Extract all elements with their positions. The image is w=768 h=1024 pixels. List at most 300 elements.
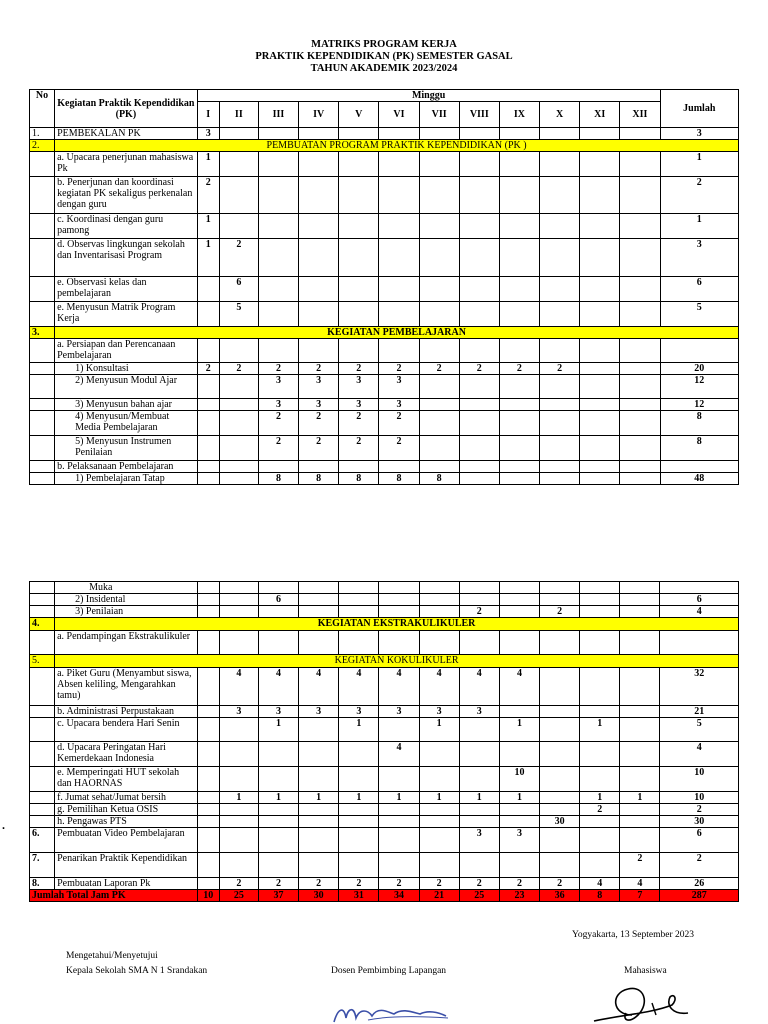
row-total-cell: 6 [660, 277, 738, 302]
week-hours-cell [219, 816, 258, 828]
week-hours-cell [258, 804, 298, 816]
activity-label: h. Pengawas PTS [55, 816, 198, 828]
week-hours-cell: 2 [299, 411, 339, 436]
week-hours-cell [258, 631, 298, 655]
header-week: VIII [459, 102, 499, 128]
table-row [30, 473, 739, 485]
activity-label: g. Pemilihan Ketua OSIS [55, 804, 198, 816]
header-week: III [258, 102, 298, 128]
week-hours-cell [499, 804, 539, 816]
week-hours-cell [299, 302, 339, 327]
week-hours-cell [219, 828, 258, 853]
row-total-cell: 4 [660, 606, 739, 618]
section-banner-row [30, 140, 739, 152]
week-hours-cell: 1 [197, 152, 219, 177]
table-row [30, 742, 739, 767]
table-row [30, 411, 739, 436]
week-hours-cell [197, 582, 219, 594]
week-hours-cell [258, 152, 298, 177]
week-hours-cell [419, 239, 459, 277]
week-hours-cell: 8 [299, 473, 339, 485]
activity-label: 1) Konsultasi [55, 363, 198, 375]
week-hours-cell [379, 816, 419, 828]
week-hours-cell [459, 582, 499, 594]
week-hours-cell [459, 473, 499, 485]
week-hours-cell [419, 582, 459, 594]
week-hours-cell [197, 399, 219, 411]
week-hours-cell [258, 177, 298, 214]
week-hours-cell [419, 594, 459, 606]
week-hours-cell [197, 411, 219, 436]
week-hours-cell [419, 853, 459, 878]
week-hours-cell [540, 594, 580, 606]
week-hours-cell: 2 [339, 411, 379, 436]
row-total-cell: 5 [660, 718, 739, 742]
row-total-cell: 12 [660, 375, 738, 399]
week-hours-cell: 2 [339, 436, 379, 461]
week-hours-cell [540, 436, 580, 461]
week-hours-cell: 3 [419, 706, 459, 718]
week-hours-cell [299, 853, 339, 878]
activity-label: 5) Menyusun Instrumen Penilaian [55, 436, 198, 461]
table-row [30, 461, 739, 473]
week-hours-cell [219, 742, 258, 767]
row-number [30, 363, 55, 375]
row-number [30, 177, 55, 214]
week-hours-cell [459, 816, 499, 828]
week-hours-cell: 3 [339, 375, 379, 399]
week-hours-cell [419, 399, 459, 411]
activity-label: Penarikan Praktik Kependidikan [55, 853, 198, 878]
week-hours-cell [379, 631, 419, 655]
week-hours-cell [459, 152, 499, 177]
week-hours-cell [258, 853, 298, 878]
week-hours-cell [620, 214, 660, 239]
week-hours-cell [339, 177, 379, 214]
week-hours-cell [620, 718, 660, 742]
title-line-2: PRAKTIK KEPENDIDIKAN (PK) SEMESTER GASAL [255, 51, 513, 62]
week-hours-cell: 4 [459, 668, 499, 706]
table-row [30, 878, 739, 890]
week-hours-cell [499, 239, 539, 277]
week-hours-cell [540, 742, 580, 767]
week-hours-cell: 2 [499, 878, 539, 890]
week-hours-cell [540, 473, 580, 485]
grand-total-week-cell: 8 [580, 890, 620, 902]
week-hours-cell [339, 594, 379, 606]
table-row [30, 177, 739, 214]
week-hours-cell: 1 [499, 718, 539, 742]
table-row [30, 594, 739, 606]
header-week: II [219, 102, 258, 128]
table-row [30, 631, 739, 655]
week-hours-cell [379, 277, 419, 302]
grand-total-week-cell: 37 [258, 890, 298, 902]
week-hours-cell [197, 436, 219, 461]
week-hours-cell [379, 853, 419, 878]
row-total-cell: 2 [660, 804, 739, 816]
row-number [30, 375, 55, 399]
week-hours-cell [339, 631, 379, 655]
table-row [30, 606, 739, 618]
week-hours-cell: 4 [219, 668, 258, 706]
grand-total-row [30, 890, 739, 902]
week-hours-cell [219, 582, 258, 594]
week-hours-cell [339, 767, 379, 792]
row-number [30, 606, 55, 618]
row-total-cell: 12 [660, 399, 738, 411]
week-hours-cell [258, 128, 298, 140]
header-week: XII [620, 102, 660, 128]
header-no: No [30, 90, 55, 128]
week-hours-cell: 3 [379, 706, 419, 718]
week-hours-cell [197, 302, 219, 327]
week-hours-cell: 3 [459, 828, 499, 853]
week-hours-cell [299, 767, 339, 792]
grand-total-week-cell: 25 [459, 890, 499, 902]
week-hours-cell [459, 436, 499, 461]
week-hours-cell: 3 [299, 399, 339, 411]
week-hours-cell [419, 816, 459, 828]
week-hours-cell: 3 [459, 706, 499, 718]
week-hours-cell [339, 239, 379, 277]
week-hours-cell [540, 668, 580, 706]
week-hours-cell [379, 128, 419, 140]
week-hours-cell [540, 214, 580, 239]
row-total-cell: 21 [660, 706, 739, 718]
table-row [30, 214, 739, 239]
row-number [30, 436, 55, 461]
row-total-cell: 32 [660, 668, 739, 706]
week-hours-cell [540, 767, 580, 792]
section-number: 2. [30, 140, 55, 152]
week-hours-cell: 2 [419, 363, 459, 375]
week-hours-cell [197, 706, 219, 718]
week-hours-cell: 1 [197, 214, 219, 239]
student-signature [592, 985, 702, 1024]
week-hours-cell [219, 606, 258, 618]
week-hours-cell [580, 128, 620, 140]
week-hours-cell: 2 [299, 878, 339, 890]
week-hours-cell: 2 [379, 878, 419, 890]
week-hours-cell: 4 [258, 668, 298, 706]
week-hours-cell [339, 461, 379, 473]
week-hours-cell [499, 411, 539, 436]
table-row [30, 302, 739, 327]
week-hours-cell [499, 473, 539, 485]
week-hours-cell [620, 375, 660, 399]
week-hours-cell [258, 742, 298, 767]
week-hours-cell [580, 363, 620, 375]
work-matrix-table-part-1 [29, 89, 739, 485]
grand-total-week-cell: 21 [419, 890, 459, 902]
row-number: 6. [30, 828, 55, 853]
week-hours-cell: 8 [258, 473, 298, 485]
week-hours-cell [540, 399, 580, 411]
week-hours-cell [620, 302, 660, 327]
week-hours-cell: 2 [379, 411, 419, 436]
week-hours-cell [459, 767, 499, 792]
week-hours-cell [258, 339, 298, 363]
grand-total-week-cell: 25 [219, 890, 258, 902]
table-row [30, 152, 739, 177]
week-hours-cell [258, 461, 298, 473]
row-total-cell: 1 [660, 214, 738, 239]
week-hours-cell [339, 606, 379, 618]
week-hours-cell: 2 [197, 177, 219, 214]
week-hours-cell [258, 214, 298, 239]
week-hours-cell [499, 706, 539, 718]
week-hours-cell [499, 436, 539, 461]
week-hours-cell [197, 594, 219, 606]
week-hours-cell [580, 152, 620, 177]
week-hours-cell [258, 828, 298, 853]
activity-label: c. Koordinasi dengan guru pamong [55, 214, 198, 239]
grand-total-week-cell: 10 [197, 890, 219, 902]
week-hours-cell [339, 582, 379, 594]
title-line-3: TAHUN AKADEMIK 2023/2024 [310, 63, 458, 74]
row-number [30, 152, 55, 177]
week-hours-cell [299, 152, 339, 177]
week-hours-cell [339, 853, 379, 878]
week-hours-cell [299, 816, 339, 828]
week-hours-cell [620, 363, 660, 375]
week-hours-cell: 2 [499, 363, 539, 375]
week-hours-cell [459, 302, 499, 327]
table-row [30, 363, 739, 375]
week-hours-cell [580, 606, 620, 618]
week-hours-cell: 3 [219, 706, 258, 718]
week-hours-cell: 1 [258, 792, 298, 804]
week-hours-cell [459, 239, 499, 277]
section-banner-row [30, 618, 739, 631]
week-hours-cell [379, 152, 419, 177]
grand-total-label: Jumlah Total Jam PK [30, 890, 198, 902]
table-row [30, 718, 739, 742]
week-hours-cell: 2 [459, 606, 499, 618]
week-hours-cell [459, 214, 499, 239]
row-number [30, 742, 55, 767]
week-hours-cell [419, 375, 459, 399]
week-hours-cell: 3 [379, 399, 419, 411]
activity-label: 4) Menyusun/Membuat Media Pembelajaran [55, 411, 198, 436]
week-hours-cell [580, 399, 620, 411]
student-label: Mahasiswa [624, 966, 667, 976]
week-hours-cell [379, 718, 419, 742]
week-hours-cell [197, 878, 219, 890]
week-hours-cell [459, 177, 499, 214]
row-total-cell: 8 [660, 411, 738, 436]
header-week: I [197, 102, 219, 128]
table-row [30, 816, 739, 828]
week-hours-cell [258, 606, 298, 618]
week-hours-cell [499, 302, 539, 327]
row-total-cell: 26 [660, 878, 739, 890]
grand-total-week-cell: 34 [379, 890, 419, 902]
row-total-cell: 6 [660, 828, 739, 853]
activity-label: b. Penerjunan dan koordinasi kegiatan PK sekaligus perkenalan dengan guru [55, 177, 198, 214]
week-hours-cell [459, 631, 499, 655]
week-hours-cell [499, 816, 539, 828]
week-hours-cell [219, 473, 258, 485]
week-hours-cell [419, 767, 459, 792]
week-hours-cell [379, 239, 419, 277]
week-hours-cell [299, 461, 339, 473]
row-total-cell: 2 [660, 853, 739, 878]
header-week: VII [419, 102, 459, 128]
week-hours-cell [339, 128, 379, 140]
header-week: IX [499, 102, 539, 128]
supervisor-signature [328, 998, 478, 1024]
activity-label: c. Upacara bendera Hari Senin [55, 718, 198, 742]
week-hours-cell [219, 804, 258, 816]
week-hours-cell [419, 828, 459, 853]
week-hours-cell [459, 399, 499, 411]
week-hours-cell: 8 [419, 473, 459, 485]
week-hours-cell: 4 [379, 668, 419, 706]
week-hours-cell [339, 302, 379, 327]
week-hours-cell [540, 302, 580, 327]
week-hours-cell [459, 853, 499, 878]
week-hours-cell: 6 [219, 277, 258, 302]
week-hours-cell [459, 339, 499, 363]
row-total-cell: 3 [660, 128, 738, 140]
header-week: IV [299, 102, 339, 128]
week-hours-cell [419, 461, 459, 473]
activity-label: PEMBEKALAN PK [55, 128, 198, 140]
week-hours-cell: 1 [219, 792, 258, 804]
week-hours-cell [580, 767, 620, 792]
table-row [30, 853, 739, 878]
week-hours-cell [219, 461, 258, 473]
activity-label: a. Upacara penerjunan mahasiswa Pk [55, 152, 198, 177]
week-hours-cell: 2 [540, 606, 580, 618]
week-hours-cell [620, 816, 660, 828]
week-hours-cell [459, 594, 499, 606]
row-total-cell: 20 [660, 363, 738, 375]
week-hours-cell: 1 [379, 792, 419, 804]
week-hours-cell [620, 436, 660, 461]
week-hours-cell [499, 375, 539, 399]
week-hours-cell: 1 [580, 718, 620, 742]
row-number [30, 767, 55, 792]
week-hours-cell [379, 767, 419, 792]
week-hours-cell [620, 411, 660, 436]
row-total-cell: 8 [660, 436, 738, 461]
week-hours-cell: 4 [419, 668, 459, 706]
row-number [30, 399, 55, 411]
week-hours-cell [379, 461, 419, 473]
week-hours-cell [299, 594, 339, 606]
week-hours-cell: 2 [258, 411, 298, 436]
week-hours-cell [540, 128, 580, 140]
week-hours-cell [299, 214, 339, 239]
week-hours-cell [459, 277, 499, 302]
week-hours-cell [258, 302, 298, 327]
row-number [30, 631, 55, 655]
approval-label: Mengetahui/Menyetujui [66, 951, 158, 961]
week-hours-cell [299, 631, 339, 655]
week-hours-cell [540, 277, 580, 302]
week-hours-cell [620, 742, 660, 767]
table-row [30, 582, 739, 594]
week-hours-cell [299, 742, 339, 767]
title-line-1: MATRIKS PROGRAM KERJA [311, 39, 457, 50]
week-hours-cell: 8 [339, 473, 379, 485]
week-hours-cell [219, 767, 258, 792]
week-hours-cell: 3 [299, 706, 339, 718]
week-hours-cell: 3 [299, 375, 339, 399]
week-hours-cell [197, 828, 219, 853]
week-hours-cell [499, 214, 539, 239]
table-row [30, 436, 739, 461]
week-hours-cell [580, 706, 620, 718]
section-number: 3. [30, 327, 55, 339]
header-week: X [540, 102, 580, 128]
week-hours-cell: 4 [499, 668, 539, 706]
week-hours-cell [379, 606, 419, 618]
week-hours-cell [580, 436, 620, 461]
activity-label: Pembuatan Laporan Pk [55, 878, 198, 890]
row-total-cell: 1 [660, 152, 738, 177]
week-hours-cell [219, 853, 258, 878]
week-hours-cell [620, 177, 660, 214]
week-hours-cell [197, 339, 219, 363]
week-hours-cell [499, 152, 539, 177]
row-total-cell: 2 [660, 177, 738, 214]
week-hours-cell [620, 128, 660, 140]
week-hours-cell [620, 239, 660, 277]
week-hours-cell: 1 [459, 792, 499, 804]
week-hours-cell [379, 804, 419, 816]
week-hours-cell [499, 177, 539, 214]
grand-total-week-cell: 23 [499, 890, 539, 902]
week-hours-cell [620, 594, 660, 606]
headmaster-label: Kepala Sekolah SMA N 1 Srandakan [66, 966, 208, 976]
week-hours-cell [580, 411, 620, 436]
row-number [30, 339, 55, 363]
week-hours-cell [540, 853, 580, 878]
week-hours-cell [580, 239, 620, 277]
row-number: 1. [30, 128, 55, 140]
week-hours-cell [339, 214, 379, 239]
week-hours-cell [459, 804, 499, 816]
week-hours-cell [540, 582, 580, 594]
week-hours-cell: 1 [499, 792, 539, 804]
section-title: PEMBUATAN PROGRAM PRAKTIK KEPENDIDIKAN (PK ) [55, 140, 739, 152]
week-hours-cell [580, 582, 620, 594]
week-hours-cell: 5 [219, 302, 258, 327]
row-number [30, 302, 55, 327]
week-hours-cell [219, 631, 258, 655]
table-row [30, 828, 739, 853]
section-title: KEGIATAN PEMBELAJARAN [55, 327, 739, 339]
section-banner-row [30, 327, 739, 339]
row-number [30, 461, 55, 473]
week-hours-cell [620, 582, 660, 594]
activity-label: 3) Menyusun bahan ajar [55, 399, 198, 411]
week-hours-cell: 2 [219, 239, 258, 277]
week-hours-cell [219, 375, 258, 399]
week-hours-cell: 3 [258, 706, 298, 718]
row-number [30, 718, 55, 742]
week-hours-cell [197, 473, 219, 485]
week-hours-cell [419, 631, 459, 655]
week-hours-cell [459, 375, 499, 399]
week-hours-cell: 2 [459, 878, 499, 890]
week-hours-cell [620, 706, 660, 718]
week-hours-cell: 1 [419, 718, 459, 742]
